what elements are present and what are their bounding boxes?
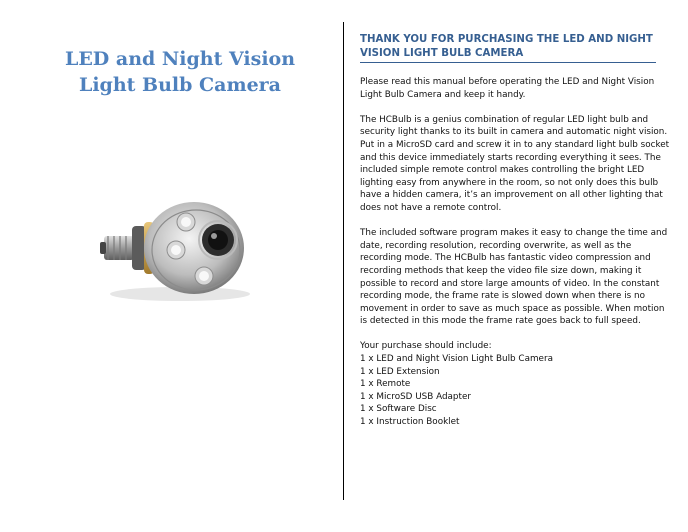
- package-contents: [360, 340, 660, 428]
- intro-paragraph: [360, 76, 660, 101]
- description-paragraph: [360, 114, 670, 215]
- paragraph-line: Light Bulb Camera and keep it handy.: [360, 89, 526, 100]
- list-item: 1 x Software Disc: [360, 404, 437, 415]
- manual-content: [360, 33, 670, 429]
- paragraph-line: Please read this manual before operating the LED and Night Vision: [360, 77, 655, 87]
- paragraph-line: included simple remote control makes controlling the bright LED: [360, 165, 645, 176]
- list-item: 1 x LED and Night Vision Light Bulb Camera: [360, 354, 553, 365]
- software-paragraph: [360, 227, 668, 328]
- paragraph-line: The HCBulb is a genius combination of regular LED light bulb and: [360, 114, 649, 125]
- page-title-line: Light Bulb Camera: [78, 73, 281, 96]
- section-heading-line: VISION LIGHT BULB CAMERA: [360, 48, 524, 59]
- page-title-line: LED and Night Vision: [64, 47, 296, 70]
- section-heading-line: THANK YOU FOR PURCHASING THE LED AND NIGHT: [360, 34, 653, 45]
- light-bulb-camera-image: [98, 178, 258, 306]
- list-item: 1 x Remote: [360, 379, 411, 390]
- column-divider: [343, 22, 344, 500]
- paragraph-line: is detected in this mode the frame rate goes back to full speed.: [360, 316, 641, 327]
- package-contents-list: [360, 353, 660, 429]
- paragraph-line: date, recording resolution, recording overwrite, as well as the: [360, 240, 632, 251]
- paragraph-line: possible to record and store large amounts of video. In the constant: [360, 278, 660, 289]
- paragraph-line: recording methods that keep the video file size down, making it: [360, 265, 642, 276]
- list-item: 1 x MicroSD USB Adapter: [360, 391, 471, 402]
- package-contents-intro: Your purchase should include:: [360, 341, 492, 352]
- paragraph-line: recording mode. The HCBulb has fantastic video compression and: [360, 253, 651, 264]
- paragraph-line: and this device immediately starts recording everything it sees. The: [360, 152, 661, 163]
- paragraph-line: have a hidden camera, it’s an improvement on all other lighting that: [360, 190, 663, 201]
- paragraph-line: does not have a remote control.: [360, 202, 502, 213]
- paragraph-line: movement in order to save as much space as possible. When motion: [360, 303, 665, 314]
- paragraph-line: lighting easy from anywhere in the room, so not only does this bulb: [360, 177, 659, 188]
- paragraph-line: Put in a MicroSD card and screw it in to any standard light bulb socket: [360, 139, 670, 150]
- paragraph-line: security light thanks to its built in camera and automatic night vision.: [360, 127, 668, 138]
- paragraph-line: The included software program makes it easy to change the time and: [360, 228, 668, 239]
- list-item: 1 x Instruction Booklet: [360, 417, 460, 428]
- section-heading: [360, 33, 656, 63]
- paragraph-line: recording mode, the frame rate is slowed down when there is no: [360, 291, 645, 302]
- page-title: [24, 46, 336, 98]
- list-item: 1 x LED Extension: [360, 366, 440, 377]
